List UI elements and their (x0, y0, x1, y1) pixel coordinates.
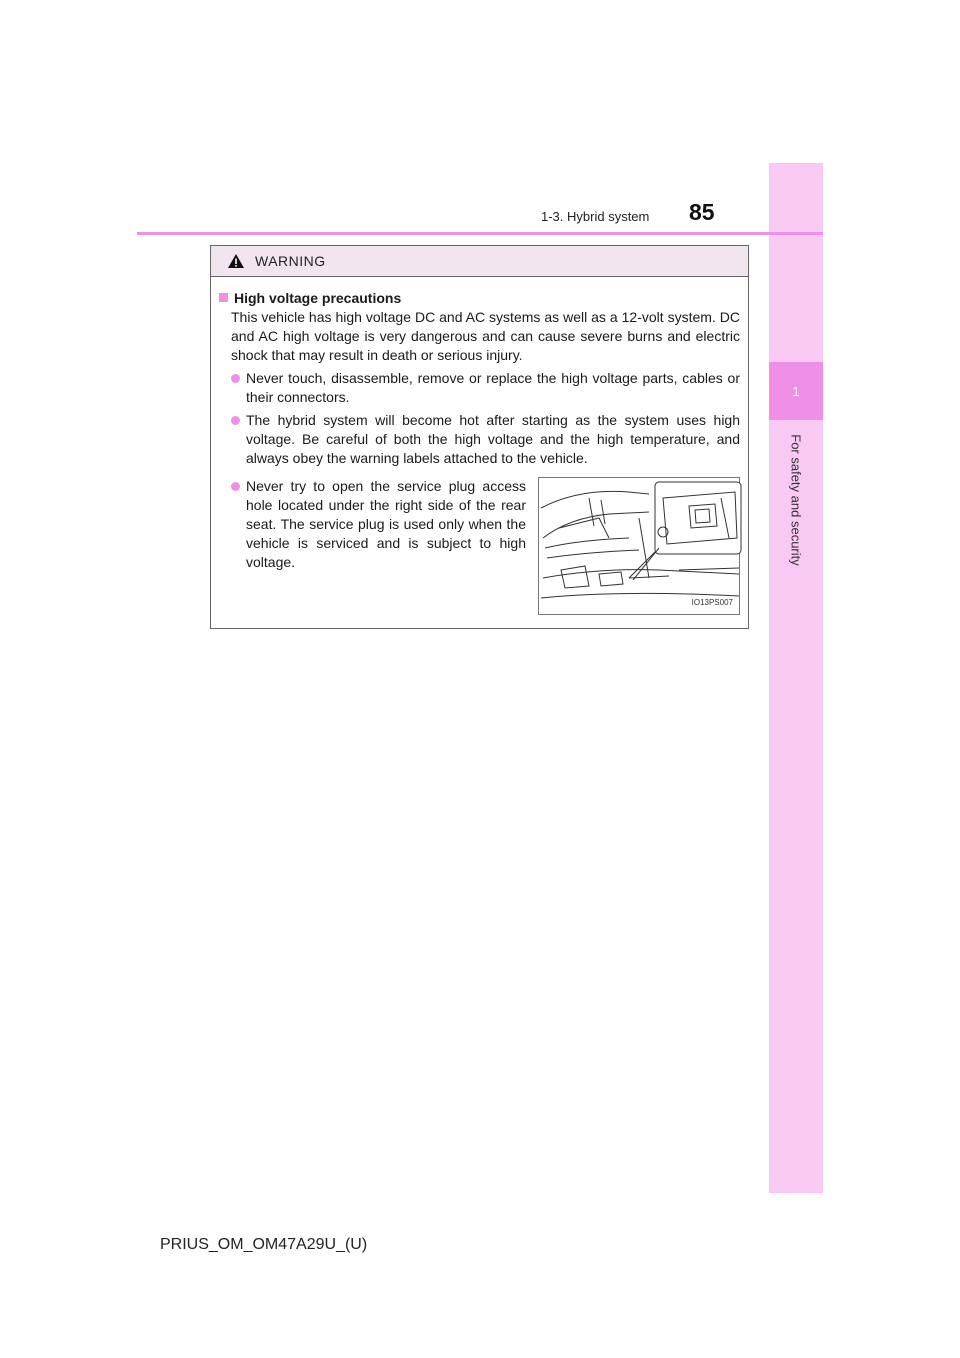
warning-heading-text: High voltage precautions (234, 290, 402, 306)
warning-bullet (219, 477, 740, 615)
warning-bullet-text: Never try to open the service plug access hole located under the right side of the rear seat. The service plug is used only when the vehicle is serviced and is subject to high voltage. (246, 478, 526, 570)
round-bullet-icon (231, 374, 240, 383)
warning-bullet-text: Never touch, disassemble, remove or replace the high voltage parts, cables or their connectors. (246, 370, 740, 405)
warning-box (210, 245, 749, 629)
warning-bullet-text: The hybrid system will become hot after starting as the system uses high voltage. Be careful of both the high voltage and the high temperature, and always obey the warning labels attached to the vehicle. (246, 412, 740, 466)
section-title: 1-3. Hybrid system (541, 209, 650, 224)
chapter-number: 1 (769, 362, 823, 420)
header-rule (137, 232, 823, 235)
chapter-label: For safety and security (788, 434, 804, 566)
warning-header (211, 246, 748, 277)
page-number: 85 (689, 199, 715, 225)
figure-code: IO13PS007 (691, 598, 733, 607)
warning-intro: This vehicle has high voltage DC and AC systems as well as a 12-volt system. DC and AC high voltage is very dangerous and can cause severe burns and electric shock that may result in death or serious injury. (231, 309, 740, 363)
warning-heading (219, 289, 740, 308)
warning-triangle-icon (227, 253, 245, 269)
warning-bullet (219, 411, 740, 468)
service-plug-illustration (538, 477, 740, 615)
square-bullet-icon (219, 293, 228, 302)
round-bullet-icon (231, 416, 240, 425)
round-bullet-icon (231, 482, 240, 491)
warning-title: WARNING (255, 253, 326, 269)
warning-body (211, 277, 748, 615)
footer-doc-code: PRIUS_OM_OM47A29U_(U) (160, 1236, 368, 1253)
warning-bullet (219, 369, 740, 407)
chapter-side-tab (769, 163, 823, 1193)
